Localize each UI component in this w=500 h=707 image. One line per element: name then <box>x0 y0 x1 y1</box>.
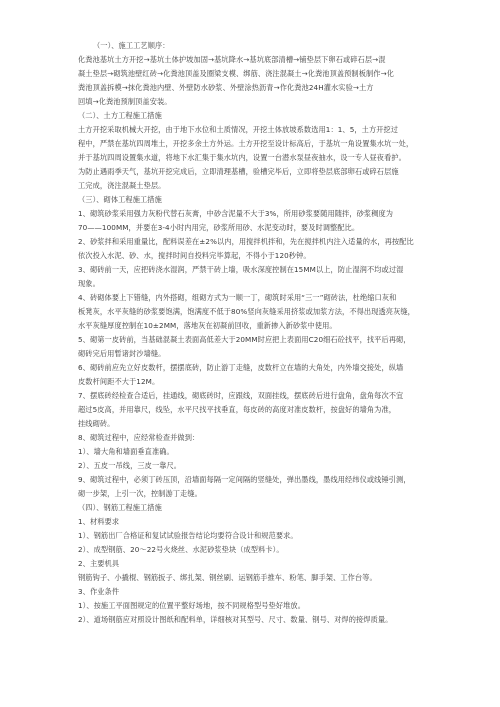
text-line: 依次投入水泥、砂、水，搅拌时间自投料完毕算起，不得小于120秒钟。 <box>78 251 311 260</box>
text-line: 2、主要机具 <box>78 559 120 568</box>
text-line: 皮数杆间距不大于12M。 <box>78 377 160 386</box>
text-line: 砌一步架，上引一次，控制游丁走缝。 <box>78 489 202 498</box>
text-line: 土方开挖采取机械大开挖，由于地下水位和土质情况，开挖土体放坡系数选用1：1、5，土方开挖过 <box>78 125 399 134</box>
text-line: 1）、墙大角和墙面垂直准确。 <box>78 447 174 456</box>
text-line: 1、材料要求 <box>78 517 120 526</box>
text-line: 挂线砌砖。 <box>78 419 115 428</box>
text-line: 1）、按施工平面图规定的位置平整好场地，按不同规格型号垫好堆放。 <box>78 601 305 610</box>
text-line: 5、砌第一皮砖前，当基础混凝土表面高低差大于20MM时应把上表面用C20细石砼找平，找平后再砌， <box>78 335 411 344</box>
text-line: 为防止遇雨季天气，基坑开挖完成后，立即清理基槽，验槽完毕后，立即将垫层底部卵石或碎石层施 <box>78 167 399 176</box>
text-line: 3、作业条件 <box>78 587 120 596</box>
section-heading: （三）、砌体工程施工措施 <box>78 195 162 204</box>
text-line: 砌砖完后用暂诸封沙墙缝。 <box>78 349 166 358</box>
text-line: 2）、五皮一吊线，三皮一靠尺。 <box>78 461 182 470</box>
text-line: 板凳灰，水平灰缝的砂浆要饱满，饱满度不低于80%竖向灰缝采用挤浆或加浆方法，不得出现透亮灰缝， <box>78 307 415 316</box>
text-line: 1）、钢筋出厂合格证和复试试验报告结论均要符合设计和规范要求。 <box>78 531 298 540</box>
text-line: 凝土垫层→砌筑池壁红砖→化粪池顶盖及圈梁支模、绑筋、浇注混凝土→化粪池顶盖预制板制作→化 <box>78 69 394 78</box>
text-line: 回填→化粪池预制顶盖安装。 <box>78 97 172 106</box>
text-line: 2）、道场钢筋应对照设计图纸和配料单，详细核对其型号、尺寸、数量、钢号、对焊的接焊质量。 <box>78 615 393 624</box>
text-line: 7、摆底砖经检查合适后，挂通线，砌底砖时，应跟线，双面挂线，摆底砖后进行盘角，盘角每次不宜 <box>78 391 404 400</box>
text-line: 2、砂浆拌和采用重量比，配料误差在±2%以内，用搅拌机拌和，先在搅拌机内注入适量的水，再按配比 <box>78 237 414 246</box>
text-line: 程中，严禁在基坑四周堆土，开挖多余土方外运。土方开挖至设计标高后，于基坑一角设置集水坑一处， <box>78 139 414 148</box>
text-line: 2）、成型钢筋、20～22号火烧丝、水泥砂浆垫块（成型料卡）。 <box>78 545 284 554</box>
text-line: 化粪池基坑土方开挖→基坑土体护坡加固→基坑降水→基坑底部清槽→铺垫层下卵石或碎石层→混 <box>78 55 386 64</box>
text-line: 钢筋钩子、小撬棍、钢筋扳子、绑扎架、钢丝刷、运钢筋手推车、粉笔、脚手架、工作台等。 <box>78 573 377 582</box>
text-line: 粪池顶盖拆模→抹化粪池内壁、外壁防水砂浆、外壁涂热沥青→作化粪池24H灌水实验→土方 <box>78 83 374 92</box>
text-line: 工完成，浇注混凝土垫层。 <box>78 181 166 190</box>
text-line: 现象。 <box>78 279 100 288</box>
text-line: 并于基坑四周设置集水道，将地下水汇集于集水坑内，设置一台潜水泵昼夜抽水，设一专人昼夜看护。 <box>78 153 406 162</box>
text-line: 70——100MM，并要在3-4小时内用完，砂浆所用砂、水泥变动时，要及时调整配比。 <box>78 223 360 232</box>
text-line: 4、砖砌体要上下错缝，内外搭砌，组砌方式为一顺一丁，砌筑时采用“三一”砌砖法，杜绝缩口灰和 <box>78 293 397 302</box>
text-line: 超过5皮高，并用靠尺，线坠，水平尺找平找垂直，每皮砖的高度对准皮数杆，按盘好的墙角为准， <box>78 405 397 414</box>
section-heading: （四）、钢筋工程施工措施 <box>78 503 162 512</box>
text-line: 6、砌砖前应先立好皮数杆，摆摆底砖，防止游丁走缝，皮数杆立在墙的大角处，内外墙交接处，纵墙 <box>78 363 404 372</box>
text-line: 8、砌筑过程中，应经常检查并做到： <box>78 433 200 442</box>
text-line: 1、砌筑砂浆采用强力灰粉代替石灰膏，中砂含泥量不大于3%，所用砂浆要随用随拌，砂浆稠度为 <box>78 209 394 218</box>
text-line: 9、砌筑过程中，必须丁砖压顶，沿墙面每隔一定间隔的竖缝处，弹出墨线，墨线用经纬仪或线锤引测， <box>78 475 411 484</box>
section-heading: （二）、土方工程施工措施 <box>78 111 162 120</box>
text-line: 3、砌砖前一天，应把砖浇水湿润，严禁干砖上墙，吸水深度控制在15MM以上，防止湿润不均或过湿 <box>78 265 404 274</box>
section-heading: （一）、施工工艺顺序： <box>93 41 170 50</box>
text-line: 水平灰缝厚度控制在10±2MM，落地灰在初凝前回收，重新掺入新砂浆中使用。 <box>78 321 337 330</box>
